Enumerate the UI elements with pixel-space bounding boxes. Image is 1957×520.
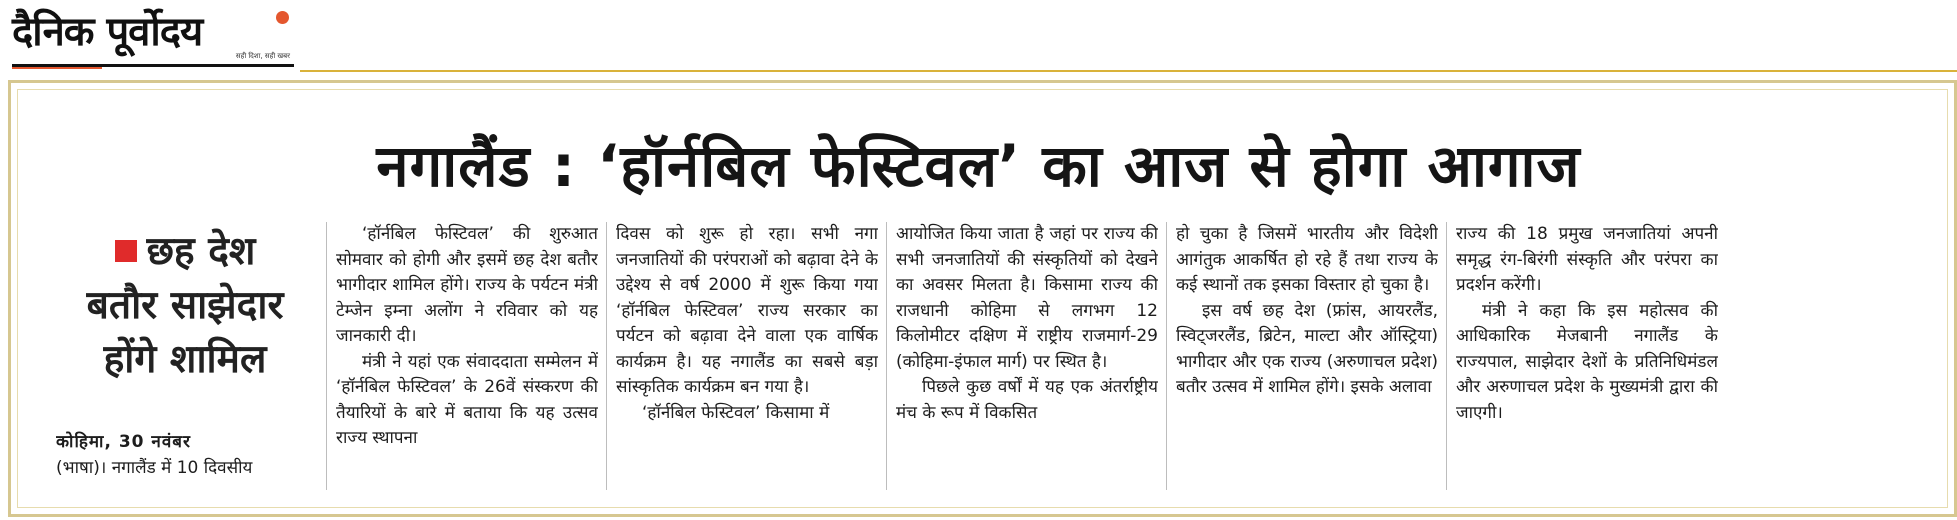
masthead-divider (300, 70, 1957, 72)
article-column-5 (1176, 222, 1438, 492)
column-6-paragraph-2: मंत्री ने कहा कि इस महोत्सव की आधिकारिक मेजबानी नगालैंड के राज्यपाल, साझेदार देशों के प्रतिनिधिमंडल और अरुणाचल प्रदेश के मुख्यमंत्री द्वारा की जाएगी। (1456, 300, 1718, 423)
red-bullet-icon (115, 240, 137, 262)
column-divider (1166, 222, 1167, 490)
column-3-paragraph-1: दिवस को शुरू हो रहा। सभी नगा जनजातियों की परंपराओं को बढ़ावा देने के उद्देश्य से वर्ष 2000 में शुरू किया गया ‘हॉर्नबिल फेस्टिवल’ राज्य सरकार का पर्यटन को बढ़ावा देने वाला एक वार्षिक कार्यक्रम है। यह नगालैंड का सबसे बड़ा सांस्कृतिक कार्यक्रम बन गया है। (616, 224, 878, 397)
column-divider (606, 222, 607, 490)
logo-underline-accent (12, 67, 102, 69)
subhead-line-3: होंगे शामिल (103, 336, 267, 382)
column-4-paragraph-2: पिछले कुछ वर्षों में यह एक अंतर्राष्ट्रीय मंच के रूप में विकसित (896, 377, 1158, 423)
article-headline: नगालैंड : ‘हॉर्नबिल फेस्टिवल’ का आज से होगा आगाज (376, 132, 1581, 200)
column-5-paragraph-2: इस वर्ष छह देश (फ्रांस, आयरलैंड, स्विट्जरलैंड, ब्रिटेन, माल्टा और ऑस्ट्रिया) भागीदार और एक राज्य (अरुणाचल प्रदेश) बतौर उत्सव में शामिल होंगे। इसके अलावा (1176, 300, 1438, 397)
article-subhead (50, 225, 320, 386)
column-4-paragraph-1: आयोजित किया जाता है जहां पर राज्य की सभी जनजातियों की संस्कृतियों को देखने का अवसर मिलता है। किसामा राज्य की राजधानी कोहिमा से लगभग 12 किलोमीटर दक्षिण में राष्ट्रीय राजमार्ग-29 (कोहिमा-इंफाल मार्ग) पर स्थित है। (896, 224, 1158, 372)
column-6-paragraph-1: राज्य की 18 प्रमुख जनजातियां अपनी समृद्ध रंग-बिरंगी संस्कृति और परंपरा का प्रदर्शन करेंगी। (1456, 224, 1718, 295)
newspaper-logo[interactable] (12, 2, 294, 70)
subhead-line-1-text: छह देश (146, 229, 256, 274)
column-divider (1446, 222, 1447, 490)
column-5-paragraph-1: हो चुका है जिसमें भारतीय और विदेशी आगंतुक आकर्षित हो रहे हैं तथा राज्य के कई स्थानों तक इसका विस्तार हो चुका है। (1176, 224, 1438, 295)
subhead-line-2: बतौर साझेदार (86, 282, 284, 328)
column-divider (326, 222, 327, 490)
column-1-text: (भाषा)। नगालैंड में 10 दिवसीय (56, 457, 253, 478)
dateline: कोहिमा, 30 नवंबर (56, 432, 191, 452)
column-2-paragraph-2: मंत्री ने यहां एक संवाददाता सम्मेलन में ‘हॉर्नबिल फेस्टिवल’ के 26वें संस्करण की तैयारियों के बारे में बताया कि यह उत्सव राज्य स्थापना (336, 351, 598, 448)
logo-dot-icon (276, 11, 289, 24)
article-column-1 (56, 430, 318, 481)
article-column-2 (336, 222, 598, 492)
column-3-paragraph-2: ‘हॉर्नबिल फेस्टिवल’ किसामा में (642, 402, 830, 423)
article-column-6 (1456, 222, 1718, 492)
logo-text: दैनिक पूर्वोदय (12, 9, 203, 55)
article-column-3 (616, 222, 878, 492)
masthead (0, 0, 1957, 72)
logo-tagline: सही दिशा, सही खबर (235, 52, 290, 60)
subhead-line-1 (50, 225, 320, 279)
article-column-4 (896, 222, 1158, 492)
column-divider (886, 222, 887, 490)
column-2-paragraph-1: ‘हॉर्नबिल फेस्टिवल’ की शुरुआत सोमवार को होगी और इसमें छह देश बतौर भागीदार शामिल होंगे। राज्य के पर्यटन मंत्री टेम्जेन इम्ना अलोंग ने रविवार को यह जानकारी दी। (336, 224, 598, 346)
